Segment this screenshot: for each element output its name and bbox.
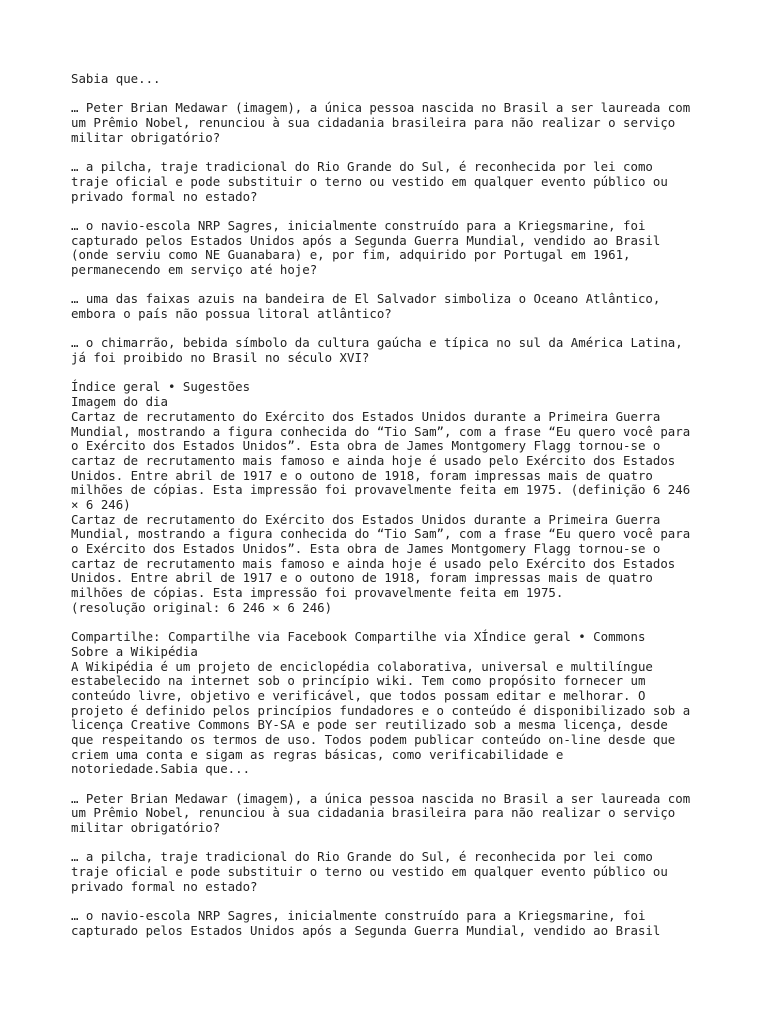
text-line: Mundial, mostrando a figura conhecida do “Tio Sam”, com a frase “Eu quero você para [71, 526, 691, 542]
text-line: privado formal no estado? [71, 878, 258, 894]
text-line: Cartaz de recrutamento do Exército dos Estados Unidos durante a Primeira Guerra [71, 408, 661, 424]
text-line: milhões de cópias. Esta impressão foi provavelmente feita em 1975. (definição 6 246 [71, 482, 691, 498]
text-line: projeto é definido pelos princípios fundadores e o conteúdo é disponibilizado sob a [71, 702, 691, 718]
paragraph-gap [71, 615, 711, 630]
paragraph [71, 909, 711, 938]
text-line: Compartilhe: Compartilhe via Facebook Compartilhe via XÍndice geral • Commons [71, 629, 646, 645]
text-line: criem uma conta e sigam as regras básicas, como verificabilidade e [71, 746, 564, 762]
text-line: cartaz de recrutamento mais famoso e ainda hoje é usado pelo Exército dos Estados [71, 555, 676, 571]
text-line: Cartaz de recrutamento do Exército dos Estados Unidos durante a Primeira Guerra [71, 511, 661, 527]
text-line: o Exército dos Estados Unidos”. Esta obra de James Montgomery Flagg tornou-se o [71, 541, 661, 556]
text-line: … Peter Brian Medawar (imagem), a única pessoa nascida no Brasil a ser laureada com [71, 100, 691, 116]
text-line: permanecendo em serviço até hoje? [71, 261, 318, 277]
paragraph [71, 380, 711, 615]
paragraph [71, 72, 711, 87]
text-line: (onde serviu como NE Guanabara) e, por fim, adquirido por Portugal em 1961, [71, 247, 631, 263]
text-line: estabelecido na internet sob o princípio wiki. Tem como propósito fornecer um [71, 673, 646, 689]
paragraph-gap [71, 278, 711, 293]
text-line: o Exército dos Estados Unidos”. Esta obra de James Montgomery Flagg tornou-se o [71, 438, 661, 454]
text-line: militar obrigatório? [71, 820, 221, 836]
text-line: milhões de cópias. Esta impressão foi provavelmente feita em 1975. [71, 585, 564, 601]
paragraph [71, 219, 711, 278]
text-line: … o chimarrão, bebida símbolo da cultura gaúcha e típica no sul da América Latina, [71, 335, 683, 351]
text-line: traje oficial e pode substituir o terno ou vestido em qualquer evento público ou [71, 864, 668, 880]
text-line: Imagem do dia [71, 394, 168, 410]
text-line: Índice geral • Sugestões [71, 379, 251, 395]
text-line: Sabia que... [71, 71, 161, 86]
paragraph [71, 850, 711, 894]
paragraph [71, 160, 711, 204]
text-line: … o navio-escola NRP Sagres, inicialmente construído para a Kriegsmarine, foi [71, 217, 646, 233]
paragraph-gap [71, 836, 711, 851]
text-line: privado formal no estado? [71, 188, 258, 204]
text-line: que respeitando os termos de uso. Todos podem publicar conteúdo on-line desde que [71, 731, 676, 747]
paragraph [71, 292, 711, 321]
text-line: × 6 246) [71, 496, 131, 512]
text-line: … a pilcha, traje tradicional do Rio Grande do Sul, é reconhecida por lei como [71, 849, 653, 865]
text-line: cartaz de recrutamento mais famoso e ainda hoje é usado pelo Exército dos Estados [71, 452, 676, 468]
text-line: um Prêmio Nobel, renunciou à sua cidadania brasileira para não realizar o serviço [71, 115, 676, 131]
text-line: Mundial, mostrando a figura conhecida do “Tio Sam”, com a frase “Eu quero você para [71, 423, 691, 439]
text-line: traje oficial e pode substituir o terno ou vestido em qualquer evento público ou [71, 173, 668, 189]
text-line: … o navio-escola NRP Sagres, inicialmente construído para a Kriegsmarine, foi [71, 908, 646, 924]
paragraph-gap [71, 366, 711, 381]
paragraph-gap [71, 322, 711, 337]
text-line: um Prêmio Nobel, renunciou à sua cidadania brasileira para não realizar o serviço [71, 805, 676, 821]
paragraph [71, 101, 711, 145]
text-line: (resolução original: 6 246 × 6 246) [71, 599, 333, 615]
text-line: Unidos. Entre abril de 1917 e o outono de 1918, foram impressas mais de quatro [71, 570, 653, 586]
paragraph [71, 792, 711, 836]
paragraph-gap [71, 204, 711, 219]
paragraph-gap [71, 145, 711, 160]
text-line: licença Creative Commons BY-SA e pode ser reutilizado sob a mesma licença, desde [71, 717, 668, 733]
paragraph-gap [71, 895, 711, 910]
page-content [71, 72, 711, 939]
text-line: … Peter Brian Medawar (imagem), a única pessoa nascida no Brasil a ser laureada com [71, 790, 691, 806]
text-line: conteúdo livre, objetivo e verificável, que todos possam editar e melhorar. O [71, 687, 646, 703]
paragraph-gap [71, 777, 711, 792]
paragraph [71, 630, 711, 777]
text-line: capturado pelos Estados Unidos após a Segunda Guerra Mundial, vendido ao Brasil [71, 232, 661, 248]
text-line: notoriedade.Sabia que... [71, 761, 251, 777]
text-line: A Wikipédia é um projeto de enciclopédia colaborativa, universal e multilíngue [71, 658, 653, 674]
text-line: Sobre a Wikipédia [71, 643, 198, 659]
text-line: já foi proibido no Brasil no século XVI? [71, 350, 370, 366]
section-sabia-que-1 [71, 72, 711, 939]
text-line: Unidos. Entre abril de 1917 e o outono de 1918, foram impressas mais de quatro [71, 467, 653, 483]
text-line: capturado pelos Estados Unidos após a Segunda Guerra Mundial, vendido ao Brasil [71, 922, 661, 938]
text-line: militar obrigatório? [71, 129, 221, 145]
paragraph-gap [71, 87, 711, 102]
text-line: … a pilcha, traje tradicional do Rio Grande do Sul, é reconhecida por lei como [71, 159, 653, 175]
text-line: embora o país não possua litoral atlântico? [71, 306, 392, 321]
text-line: … uma das faixas azuis na bandeira de El Salvador simboliza o Oceano Atlântico, [71, 291, 661, 307]
paragraph [71, 336, 711, 365]
